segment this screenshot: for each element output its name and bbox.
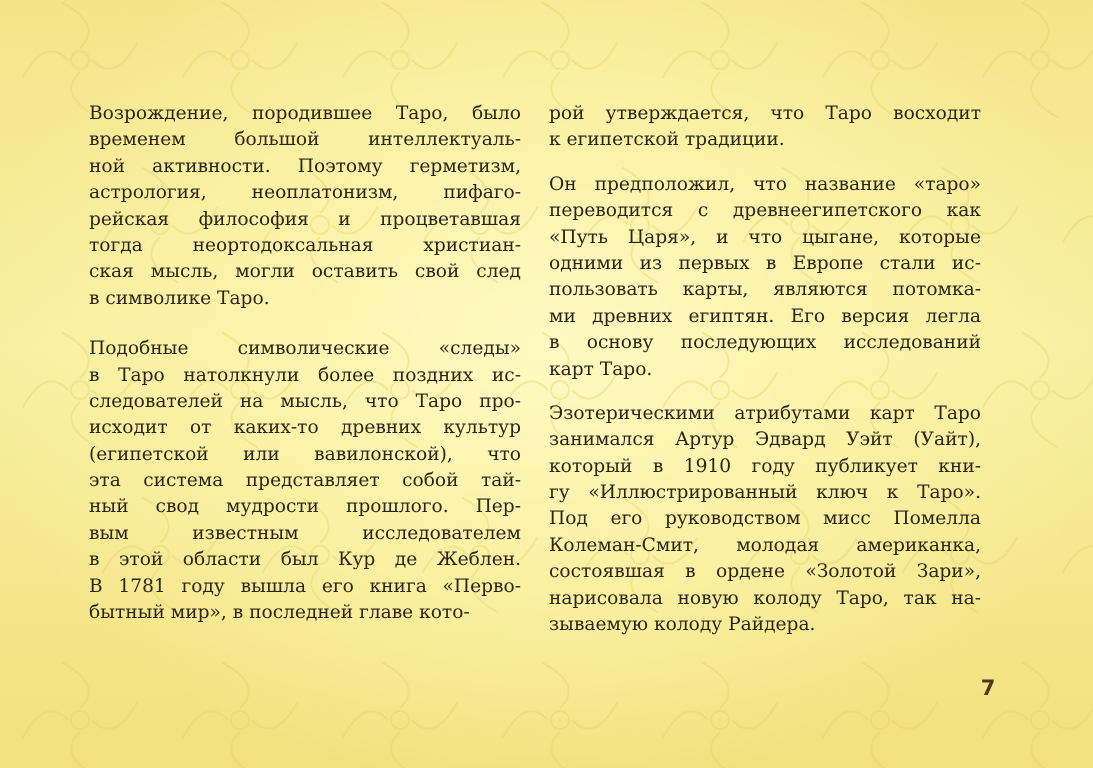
text-line: рой утверждается, что Таро восходит: [549, 103, 981, 124]
ornament-swirl: [62, 333, 88, 378]
ornament-swirl: [1031, 402, 1057, 447]
text-line: следователей на мысль, что Таро про-: [89, 390, 521, 412]
ornament-swirl: [572, 702, 617, 728]
paragraph-gap: [89, 312, 521, 336]
paragraph-egyptian-tradition: [549, 101, 981, 154]
ornament-swirl: [382, 3, 408, 48]
ornament-swirl: [983, 711, 1028, 737]
ornament-flower: [711, 51, 729, 69]
ornament-swirl: [732, 702, 777, 728]
text-line: В 1781 году вышла его книга «Перво-: [89, 575, 521, 597]
ornament-swirl: [183, 51, 228, 77]
ornament-swirl: [862, 663, 888, 708]
left-text-column: [89, 101, 521, 626]
ornament-swirl: [222, 663, 248, 708]
text-line: исходит от каких-то древних культур: [89, 417, 521, 439]
ornament-flower: [1031, 51, 1049, 69]
paragraph-path-of-king: [549, 172, 981, 383]
ornament-swirl: [871, 732, 897, 768]
ornament-swirl: [412, 42, 457, 68]
ornament-swirl: [702, 663, 728, 708]
ornament-swirl: [252, 42, 297, 68]
ornament-swirl: [862, 3, 888, 48]
text-line: Возрождение, породившее Таро, было: [89, 103, 521, 124]
text-line: занимался Артур Эдвард Уэйт (Уайт),: [549, 429, 981, 451]
text-line: который в 1910 году публикует кни-: [549, 455, 981, 477]
ornament-swirl: [711, 732, 737, 768]
ornament-swirl: [343, 51, 388, 77]
ornament-swirl: [551, 732, 577, 768]
text-line: бытный мир», в последней главе кото-: [89, 602, 470, 624]
text-line: рейская философия и процветавшая: [89, 208, 521, 230]
ornament-swirl: [503, 51, 548, 77]
ornament-swirl: [252, 702, 297, 728]
ornament-swirl: [983, 381, 1028, 407]
text-line: «Путь Царя», и что цыгане, которые: [549, 226, 981, 248]
text-line: эта система представляет собой тай-: [89, 470, 521, 492]
text-line: пользовать карты, являются потомка-: [549, 279, 981, 301]
ornament-swirl: [542, 3, 568, 48]
ornament-swirl: [663, 711, 708, 737]
ornament-swirl: [892, 702, 937, 728]
ornament-flower: [71, 51, 89, 69]
text-line: Колеман-Смит, молодая американка,: [549, 534, 981, 556]
ornament-swirl: [222, 3, 248, 48]
ornament-swirl: [702, 3, 728, 48]
ornament-swirl: [1052, 702, 1093, 728]
text-line: переводится с древнеегипетского как: [549, 200, 981, 222]
text-line: Эзотерическими атрибутами карт Таро: [549, 402, 981, 424]
text-line: Подобные символические «следы»: [89, 338, 521, 360]
ornament-flower: [871, 711, 889, 729]
text-line: нарисовала новую колоду Таро, так на-: [549, 587, 981, 609]
ornament-swirl: [343, 711, 388, 737]
ornament-swirl: [92, 42, 137, 68]
text-line: временем большой интеллектуаль-: [89, 129, 521, 151]
ornament-swirl: [732, 42, 777, 68]
ornament-swirl: [572, 42, 617, 68]
text-line: в Таро натолкнули более поздних ис-: [89, 364, 521, 386]
ornament-swirl: [1063, 216, 1093, 242]
ornament-swirl: [382, 663, 408, 708]
ornament-swirl: [892, 42, 937, 68]
ornament-flower: [391, 51, 409, 69]
paragraph-traces: [89, 336, 521, 626]
text-line: ми древних египтян. Его версия легла: [549, 305, 981, 327]
text-line: гу «Иллюстрированный ключ к Таро».: [549, 482, 981, 504]
text-line: в символике Таро.: [89, 287, 270, 309]
ornament-swirl: [92, 702, 137, 728]
ornament-flower: [71, 381, 89, 399]
text-line: ный свод мудрости прошлого. Пер-: [89, 496, 521, 518]
ornament-flower: [231, 51, 249, 69]
text-line: астрология, неоплатонизм, пифаго-: [89, 182, 521, 204]
text-line: вым известным исследователем: [89, 522, 521, 544]
ornament-swirl: [62, 663, 88, 708]
text-line: состоявшая в ордене «Золотой Зари»,: [549, 561, 981, 583]
page-number: 7: [980, 676, 996, 700]
ornament-swirl: [1022, 663, 1048, 708]
text-line: к египетской традиции.: [549, 129, 785, 151]
ornament-swirl: [231, 732, 257, 768]
ornament-swirl: [1022, 333, 1048, 378]
ornament-flower: [391, 711, 409, 729]
text-line: ной активности. Поэтому герметизм,: [89, 155, 521, 177]
right-text-column: [549, 101, 981, 638]
paragraph-gap: [549, 383, 981, 401]
ornament-swirl: [983, 51, 1028, 77]
ornament-flower: [711, 711, 729, 729]
ornament-swirl: [412, 702, 457, 728]
ornament-swirl: [391, 732, 417, 768]
ornament-swirl: [1031, 72, 1057, 117]
ornament-flower: [1031, 381, 1049, 399]
ornament-swirl: [23, 381, 68, 407]
ornament-swirl: [503, 711, 548, 737]
ornament-swirl: [1031, 732, 1057, 768]
ornament-flower: [231, 711, 249, 729]
ornament-swirl: [1063, 546, 1093, 572]
ornament-swirl: [183, 711, 228, 737]
ornament-swirl: [1052, 42, 1093, 68]
ornament-flower: [71, 711, 89, 729]
paragraph-renaissance: [89, 101, 521, 312]
text-line: тогда неортодоксальная христиан-: [89, 234, 521, 256]
text-line: в основу последующих исследований: [549, 332, 981, 354]
ornament-swirl: [1022, 3, 1048, 48]
text-line: в этой области был Кур де Жеблен.: [89, 549, 521, 571]
ornament-flower: [871, 51, 889, 69]
ornament-swirl: [823, 711, 868, 737]
text-line: ская мысль, могли оставить свой след: [89, 261, 521, 283]
ornament-swirl: [542, 663, 568, 708]
ornament-swirl: [823, 51, 868, 77]
text-line: Он предположил, что название «таро»: [549, 173, 981, 195]
paragraph-gap: [549, 154, 981, 172]
ornament-flower: [551, 711, 569, 729]
text-line: (египетской или вавилонской), что: [89, 443, 521, 465]
ornament-swirl: [62, 3, 88, 48]
ornament-swirl: [23, 51, 68, 77]
text-line: карт Таро.: [549, 358, 653, 380]
paragraph-waite: [549, 401, 981, 639]
text-line: одними из первых в Европе стали ис-: [549, 252, 981, 274]
ornament-swirl: [663, 51, 708, 77]
ornament-flower: [551, 51, 569, 69]
text-line: Под его руководством мисс Помелла: [549, 508, 981, 530]
ornament-swirl: [23, 711, 68, 737]
text-line: зываемую колоду Райдера.: [549, 614, 816, 636]
ornament-swirl: [71, 732, 97, 768]
ornament-swirl: [1052, 372, 1093, 398]
ornament-flower: [1031, 711, 1049, 729]
